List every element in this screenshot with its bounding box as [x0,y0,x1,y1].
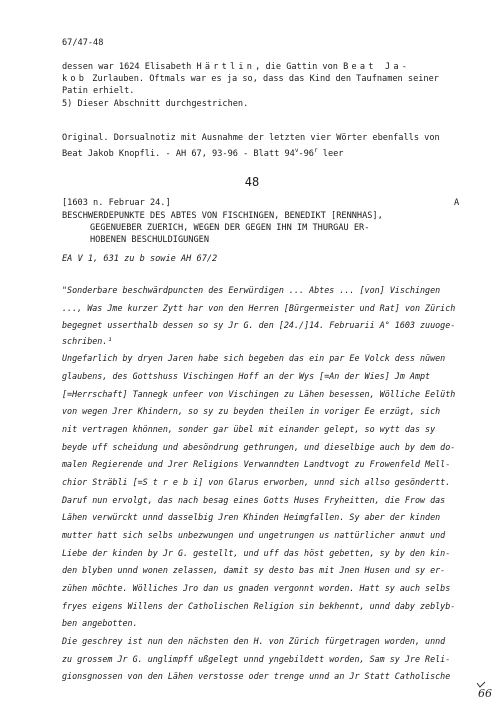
body-line: ..., Was Jme kurzer Zytt har von den Herren [Bürgermeister und Rat] von Zürich [62,303,456,313]
body-line: Lähen verwürckt unnd dasselbig Jren Khinden Heimgfallen. Sy aber der kinden [62,512,441,522]
source-reference: EA V 1, 631 zu b sowie AH 67/2 [62,254,218,264]
body-line: beyde uff scheidung und abesöndrung gethrungen, und dieselbige auch by dem do- [62,442,456,452]
page-reference: 67/47-48 [62,38,104,48]
body-line: malen Regierende und Jrer Religions Verwanndten Landtvogt zu Frowenfeld Mell- [62,459,451,469]
footnote-line: kob Zurlauben. Oftmals war es ja so, dass das Kind den Taufnamen seiner [62,74,439,84]
document-number: 48 [244,175,260,189]
source-note-line: Original. Dorsualnotiz mit Ausnahme der letzten vier Wörter ebenfalls von [62,133,440,143]
body-line: zu grossem Jr G. unglimpff ußgelegt unnd yngebildett worden, Sam sy Jre Reli- [62,654,451,664]
body-line: Daruf nun ervolgt, das nach besag eines Gotts Huses Fryheitten, die Frow das [62,495,446,505]
body-line: Liebe der kinden by Jr G. gestellt, und uff das höst gebetten, sy by den kin- [62,548,451,558]
body-line: begegnet usserthalb dessen so sy Jr G. den [24./]14. Februarii A° 1603 zuuoge- [62,320,456,330]
body-line: schriben.¹ [62,336,113,346]
body-line: [=Herrschaft] Tannegk unfeer von Vischingen zu Lähen besessen, Wölliche Eelüth [62,389,456,399]
body-line: Ungefarlich by dryen Jaren habe sich begeben das ein par Ee Volck dess nüwen [62,353,446,363]
body-line: gionsgnossen von den Lähen verstosse oder trenge unnd an Jr Statt Catholische [62,671,451,681]
document-title-line: HOBENEN BESCHULDIGUNGEN [90,235,209,245]
body-line: glaubens, des Gottshuss Vischingen Hoff an der Wys [=An der Wies] Jm Ampt [62,371,431,381]
body-line: zühen möchte. Wölliches Jro dan us gnaden vergonnt worden. Hatt sy auch selbs [62,583,451,593]
document-date: [1603 n. Februar 24.] [62,198,171,208]
body-line: Die geschrey ist nun den nächsten den H. von Zürich fürgetragen worden, unnd [62,636,446,646]
body-line: mutter hatt sich selbs unbezwungen und ungetrungen us nattürlicher anmut und [62,530,446,540]
source-note-line: Beat Jakob Knopfli. - AH 67, 93-96 - Blatt 94$^v$-96$^r$ leer [62,147,344,159]
footnote-line: Patin erhielt. [62,86,135,96]
body-line: von wegen Jrer Khindern, so sy zu beyden theilen in voriger Ee erzügt, sich [62,406,441,416]
document-title-line: BESCHWERDEPUNKTE DES ABTES VON FISCHINGEN, BENEDIKT [RENNHAS], [62,211,383,221]
margin-page-number: 66 [478,687,492,700]
document-title-line: GEGENUEBER ZUERICH, WEGEN DER GEGEN IHN IM THURGAU ER- [90,223,370,233]
footnote-5: 5) Dieser Abschnitt durchgestrichen. [62,99,249,109]
body-line: nit vertragen khönnen, sonder gar übel mit einander gelept, so wytt das sy [62,424,436,434]
body-line: fryes eigens Willens der Catholischen Religion sin bekhennt, unnd daby zeblyb- [62,601,456,611]
body-line: den blyben unnd wonen zelassen, damit sy desto bas mit Jnen Husen und sy er- [62,565,446,575]
footnote-line: dessen war 1624 Elisabeth Härtlin, die Gattin von Beat Ja- [62,62,411,72]
body-line: chior Sträbli [=S t r e b i] von Glarus erworben, unnd sich allso gesöndertt. [62,477,451,487]
document-letter: A [454,198,460,208]
body-line: ben angebotten. [62,618,138,628]
body-line: "Sonderbare beschwärdpuncten des Eerwürdigen ... Abtes ... [von] Vischingen [62,285,441,295]
